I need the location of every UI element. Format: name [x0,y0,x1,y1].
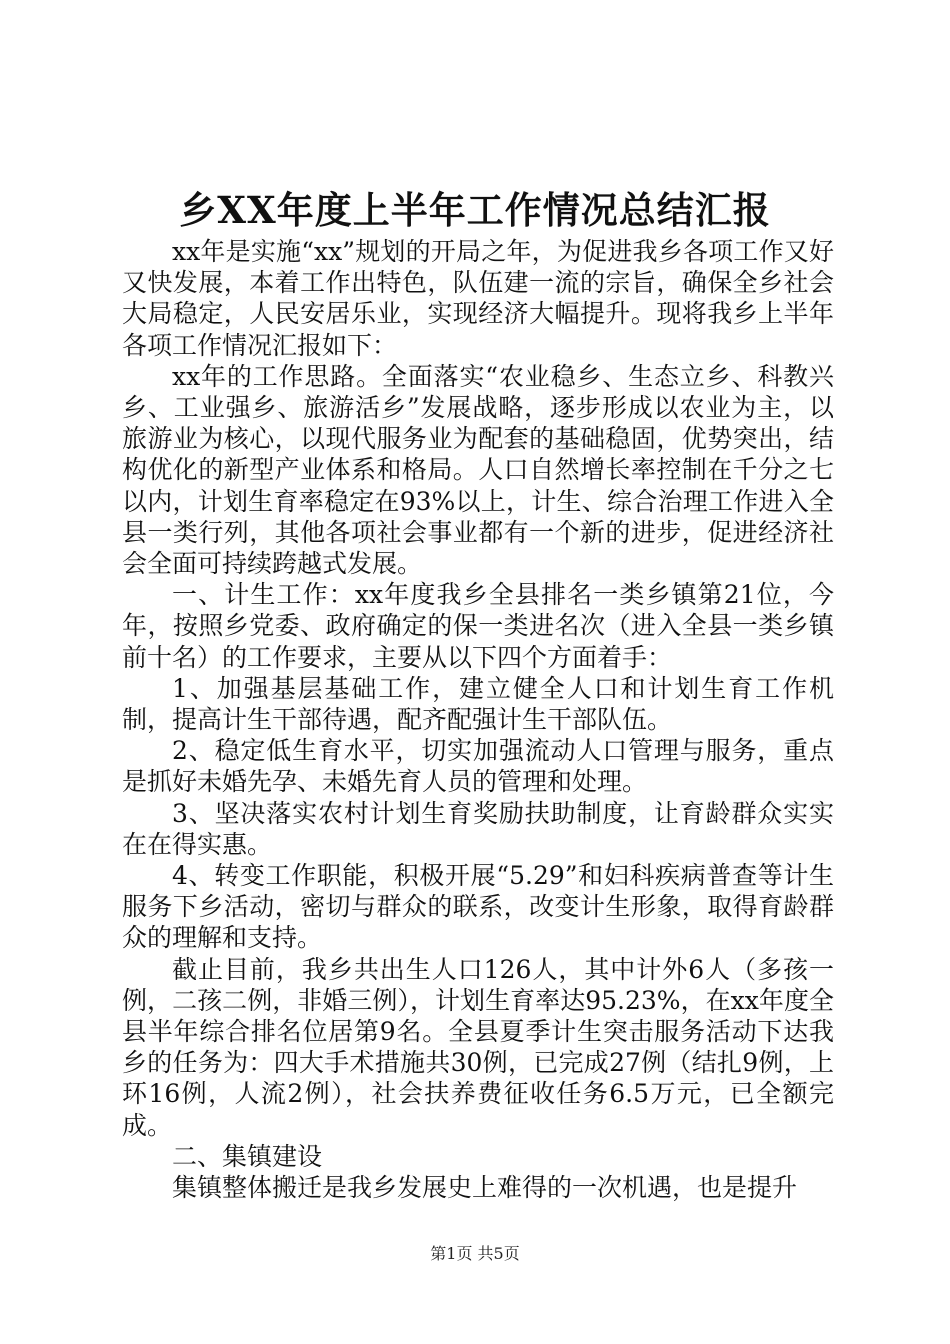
paragraph-family-planning-heading: 一、计生工作：xx年度我乡全县排名一类乡镇第21位，今年，按照乡党委、政府确定的保一类进名次（进入全县一类乡镇前十名）的工作要求，主要从以下四个方面着手： [122,580,834,672]
paragraph-intro: xx年是实施“xx”规划的开局之年，为促进我乡各项工作又好又快发展，本着工作出特色，队伍建一流的宗旨，确保全乡社会大局稳定，人民安居乐业，实现经济大幅提升。现将我乡上半年各项工作情况汇报如下： [122,237,834,360]
paragraph-item-4: 4、转变工作职能，积极开展“5.29”和妇科疾病普查等计生服务下乡活动，密切与群众的联系，改变计生形象，取得育龄群众的理解和支持。 [122,861,834,953]
paragraph-item-1: 1、加强基层基础工作，建立健全人口和计划生育工作机制，提高计生干部待遇，配齐配强计生干部队伍。 [122,673,834,735]
paragraph-town-construction: 集镇整体搬迁是我乡发展史上难得的一次机遇，也是提升 [172,1173,798,1203]
paragraph-work-ideas: xx年的工作思路。全面落实“农业稳乡、生态立乡、科教兴乡、工业强乡、旅游活乡”发展战略，逐步形成以农业为主，以旅游业为核心，以现代服务业为配套的基础稳固，优势突出，结构优化的新型产业体系和格局。人口自然增长率控制在千分之七以内，计划生育率稳定在93%以上，计生、综合治理工作进入全县一类行列，其他各项社会事业都有一个新的进步，促进经济社会全面可持续跨越式发展。 [122,361,834,579]
paragraph-item-3: 3、坚决落实农村计划生育奖励扶助制度，让育龄群众实实在在得实惠。 [122,798,834,859]
paragraph-item-2: 2、稳定低生育水平，切实加强流动人口管理与服务，重点是抓好未婚先孕、未婚先育人员的管理和处理。 [122,736,834,797]
paragraph-statistics: 截止目前，我乡共出生人口126人，其中计外6人（多孩一例，二孩二例，非婚三例），计划生育率达95.23%，在xx年度全县半年综合排名位居第9名。全县夏季计生突击服务活动下达我乡的任务为：四大手术措施共30例，已完成27例（结扎9例，上环16例，人流2例），社会扶养费征收任务6.5万元，已全额完成。 [122,954,834,1140]
document-title: 乡XX年度上半年工作情况总结汇报 [179,188,771,232]
page-footer: 第1页 共5页 [430,1244,520,1263]
section-heading-town-construction: 二、集镇建设 [172,1141,323,1171]
document-body [122,236,834,1203]
